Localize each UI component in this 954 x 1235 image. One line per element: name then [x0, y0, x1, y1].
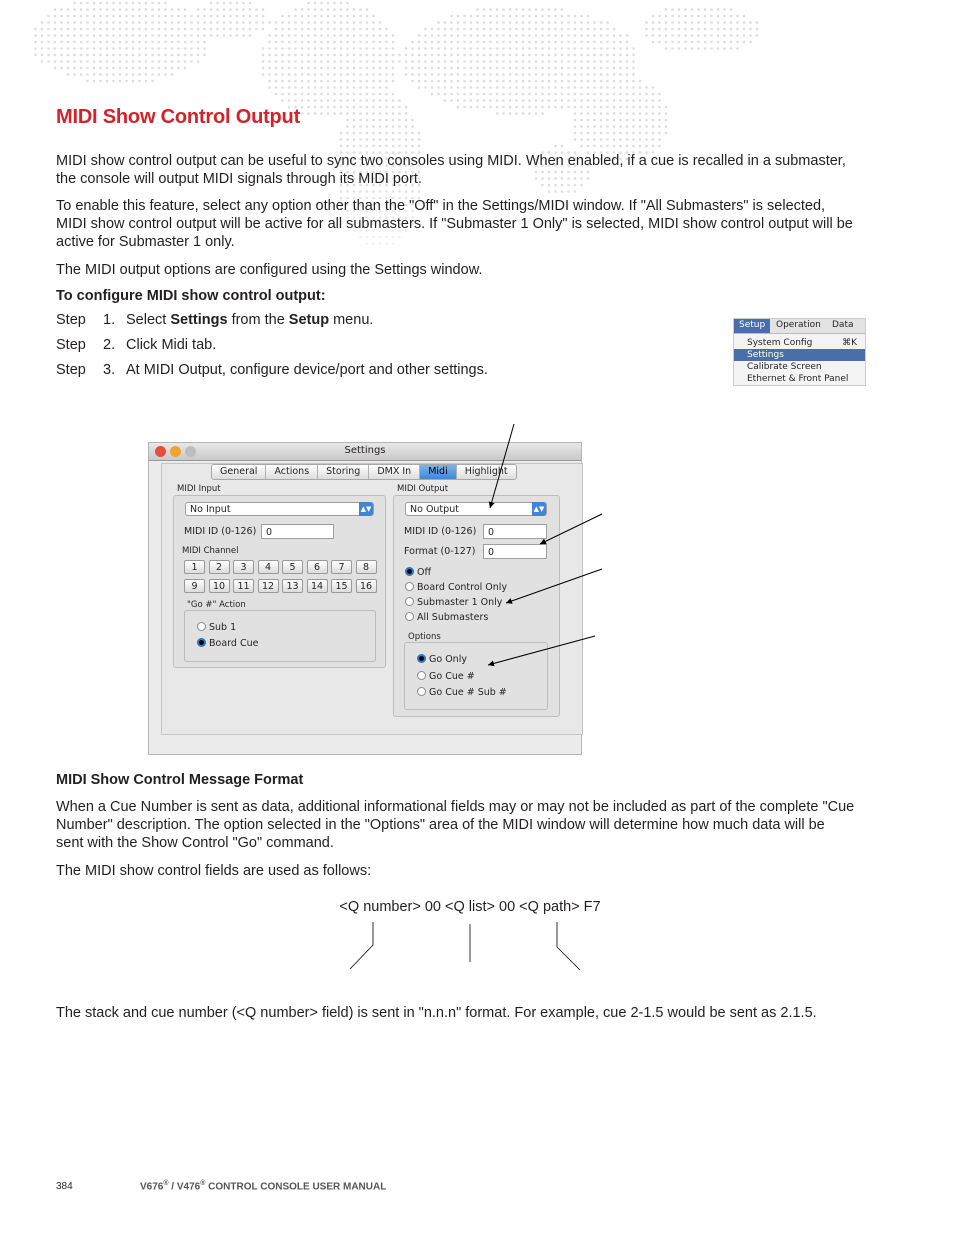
midi-channel-button-12[interactable]: 12	[258, 579, 279, 593]
midi-channel-button-8[interactable]: 8	[356, 560, 377, 574]
step-label: Step	[56, 337, 86, 353]
chevron-updown-icon: ▲▼	[359, 502, 373, 516]
radio-go-only[interactable]: Go Only	[417, 654, 467, 665]
midi-channel-button-2[interactable]: 2	[209, 560, 230, 574]
callout-arrow	[506, 569, 602, 603]
tab-storing[interactable]: Storing	[318, 465, 369, 479]
callout-arrow	[488, 636, 595, 665]
midi-channel-button-1[interactable]: 1	[184, 560, 205, 574]
menu-item-ethernet-front-panel[interactable]: Ethernet & Front Panel	[747, 374, 849, 384]
midi-channel-button-7[interactable]: 7	[331, 560, 352, 574]
midi-channel-button-16[interactable]: 16	[356, 579, 377, 593]
intro-paragraph: MIDI show control output can be useful to sync two consoles using MIDI. When enabled, if a cue is recalled in a submaster, the console will output MIDI signals through its MIDI port.	[56, 153, 846, 187]
tab-actions[interactable]: Actions	[266, 465, 318, 479]
section-heading-message-format: MIDI Show Control Message Format	[56, 772, 304, 788]
radio-board-control-only[interactable]: Board Control Only	[405, 582, 507, 593]
midi-channel-button-14[interactable]: 14	[307, 579, 328, 593]
midi-output-id-label: MIDI ID (0-126)	[404, 526, 477, 537]
setup-term: Setup	[288, 312, 330, 328]
midi-output-label: MIDI Output	[397, 484, 449, 494]
radio-board-cue[interactable]: Board Cue	[197, 638, 258, 649]
step-label: Step	[56, 362, 86, 378]
go-action-label: "Go #" Action	[187, 600, 246, 610]
tab-dmx-in[interactable]: DMX In	[369, 465, 420, 479]
midi-channel-button-10[interactable]: 10	[209, 579, 230, 593]
format-label: Format (0-127)	[404, 546, 476, 557]
q-path-pointer	[557, 922, 580, 970]
settings-window-paragraph: The MIDI output options are configured using the Settings window.	[56, 262, 483, 278]
midi-channel-button-9[interactable]: 9	[184, 579, 205, 593]
callout-arrow	[490, 424, 514, 508]
tab-highlight[interactable]: Highlight	[464, 466, 508, 477]
format-field[interactable]: 0	[483, 544, 547, 559]
window-title: Settings	[344, 445, 386, 456]
radio-sub-1[interactable]: Sub 1	[197, 622, 236, 633]
manual-title-footer: V676® / V476® CONTROL CONSOLE USER MANUAL	[140, 1180, 387, 1193]
q-number-pointer	[350, 922, 373, 969]
menu-operation[interactable]: Operation	[776, 320, 821, 330]
step-number: 1.	[103, 312, 116, 328]
midi-channel-button-6[interactable]: 6	[307, 560, 328, 574]
fields-intro-paragraph: The MIDI show control fields are used as follows:	[56, 863, 372, 879]
options-label: Options	[408, 632, 441, 642]
midi-output-id-field[interactable]: 0	[483, 524, 547, 539]
shortcut-label: ⌘K	[842, 338, 857, 348]
step-2: Step 2. Click Midi tab.	[56, 337, 217, 353]
menu-item-settings[interactable]: Settings	[734, 349, 865, 361]
midi-input-label: MIDI Input	[177, 484, 221, 494]
step-3: Step 3. At MIDI Output, configure device/port and other settings.	[56, 362, 488, 378]
midi-channel-label: MIDI Channel	[182, 546, 239, 556]
procedure-heading: To configure MIDI show control output:	[56, 288, 326, 304]
midi-input-device-select[interactable]: No Input ▲▼	[185, 502, 374, 516]
radio-all-submasters[interactable]: All Submasters	[405, 612, 488, 623]
midi-channel-button-15[interactable]: 15	[331, 579, 352, 593]
cue-number-paragraph: When a Cue Number is sent as data, additional informational fields may or may not be included as part of the complete "Cue Number" description. The option selected in the "Options" area of the MIDI window will determine how much data will be sent with the Show Control "Go" command.	[56, 799, 855, 851]
page-title: MIDI Show Control Output	[56, 106, 301, 128]
step-number: 3.	[103, 362, 116, 378]
menu-item-calibrate-screen[interactable]: Calibrate Screen	[747, 362, 822, 372]
settings-term: Settings	[170, 312, 228, 328]
radio-go-cue-sub[interactable]: Go Cue # Sub #	[417, 687, 507, 698]
radio-off[interactable]: Off	[405, 567, 431, 578]
step-1: Step 1. Select Settings from the Setup menu.	[56, 312, 374, 328]
menu-setup[interactable]: Setup	[734, 319, 770, 333]
chevron-updown-icon: ▲▼	[532, 502, 546, 516]
midi-input-id-label: MIDI ID (0-126)	[184, 526, 257, 537]
radio-go-cue[interactable]: Go Cue #	[417, 671, 475, 682]
menu-data[interactable]: Data	[832, 320, 854, 330]
midi-channel-button-3[interactable]: 3	[233, 560, 254, 574]
enable-paragraph: To enable this feature, select any option other than the "Off" in the Settings/MIDI window. If "All Submasters" is selected, MIDI show control output will be active for all submasters. If "Submaster 1 Only" is selected, MIDI show control output will be active for Submaster 1 only.	[56, 198, 853, 250]
midi-format-line: <Q number> 00 <Q list> 00 <Q path> F7	[339, 899, 601, 915]
midi-channel-button-4[interactable]: 4	[258, 560, 279, 574]
callout-arrow	[540, 514, 602, 544]
tab-midi[interactable]: Midi	[420, 465, 457, 479]
stack-cue-paragraph: The stack and cue number (<Q number> field) is sent in "n.n.n" format. For example, cue 2-1.5 would be sent as 2.1.5.	[56, 1005, 817, 1021]
midi-channel-button-13[interactable]: 13	[282, 579, 303, 593]
step-label: Step	[56, 312, 86, 328]
midi-input-id-field[interactable]: 0	[261, 524, 334, 539]
menu-item-system-config[interactable]: System Config ⌘K	[747, 338, 857, 348]
midi-channel-button-11[interactable]: 11	[233, 579, 254, 593]
radio-submaster-1-only[interactable]: Submaster 1 Only	[405, 597, 502, 608]
step-number: 2.	[103, 337, 116, 353]
tab-general[interactable]: General	[212, 465, 266, 479]
midi-channel-button-5[interactable]: 5	[282, 560, 303, 574]
midi-output-device-select[interactable]: No Output ▲▼	[405, 502, 547, 516]
page-number: 384	[56, 1181, 73, 1192]
